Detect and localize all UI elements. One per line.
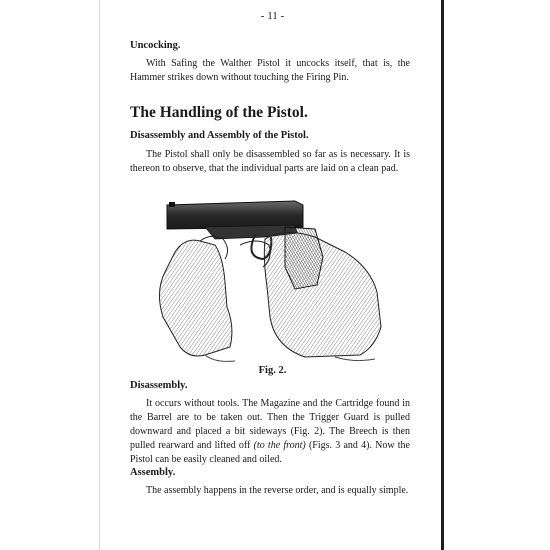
disassembly-text-1: It occurs without tools. The Magazine and the Cartridge found in the Barrel are to be taken out. Then the Trigger Guard is pulled downward and placed a bit sideways (Fig. 2). The Breech is then pulled rearward and lifted off	[130, 398, 410, 451]
disassembly-assembly-subheading: Disassembly and Assembly of the Pistol.	[130, 130, 309, 141]
disassembly-text-2: (Figs. 3 and 4). Now the Pistol can be easily cleaned and oiled.	[130, 440, 410, 465]
left-hand	[159, 240, 231, 356]
disassembly-heading: Disassembly.	[130, 380, 188, 391]
disassembly-text-italic: (to the front)	[253, 440, 306, 451]
uncocking-heading: Uncocking.	[130, 40, 181, 51]
assembly-heading: Assembly.	[130, 467, 176, 478]
figure-svg	[145, 197, 385, 363]
handling-paragraph: The Pistol shall only be disassembled so far as is necessary. It is thereon to observe, that the individual parts are laid on a clean pad.	[130, 149, 410, 174]
page-right-edge	[441, 0, 444, 550]
document-page	[100, 0, 445, 550]
handling-heading: The Handling of the Pistol.	[130, 104, 308, 121]
assembly-paragraph: The assembly happens in the reverse order, and is equally simple.	[146, 485, 409, 496]
figure-caption: Fig. 2.	[258, 365, 287, 376]
right-hand	[264, 232, 381, 357]
uncocking-paragraph: With Safing the Walther Pistol it uncocks itself, that is, the Hammer strikes down without touching the Firing Pin.	[130, 58, 410, 83]
pistol-slide	[167, 201, 303, 229]
disassembly-paragraph	[130, 397, 410, 467]
pistol-hands-illustration	[145, 197, 385, 363]
page-number: - 11 -	[260, 10, 285, 22]
